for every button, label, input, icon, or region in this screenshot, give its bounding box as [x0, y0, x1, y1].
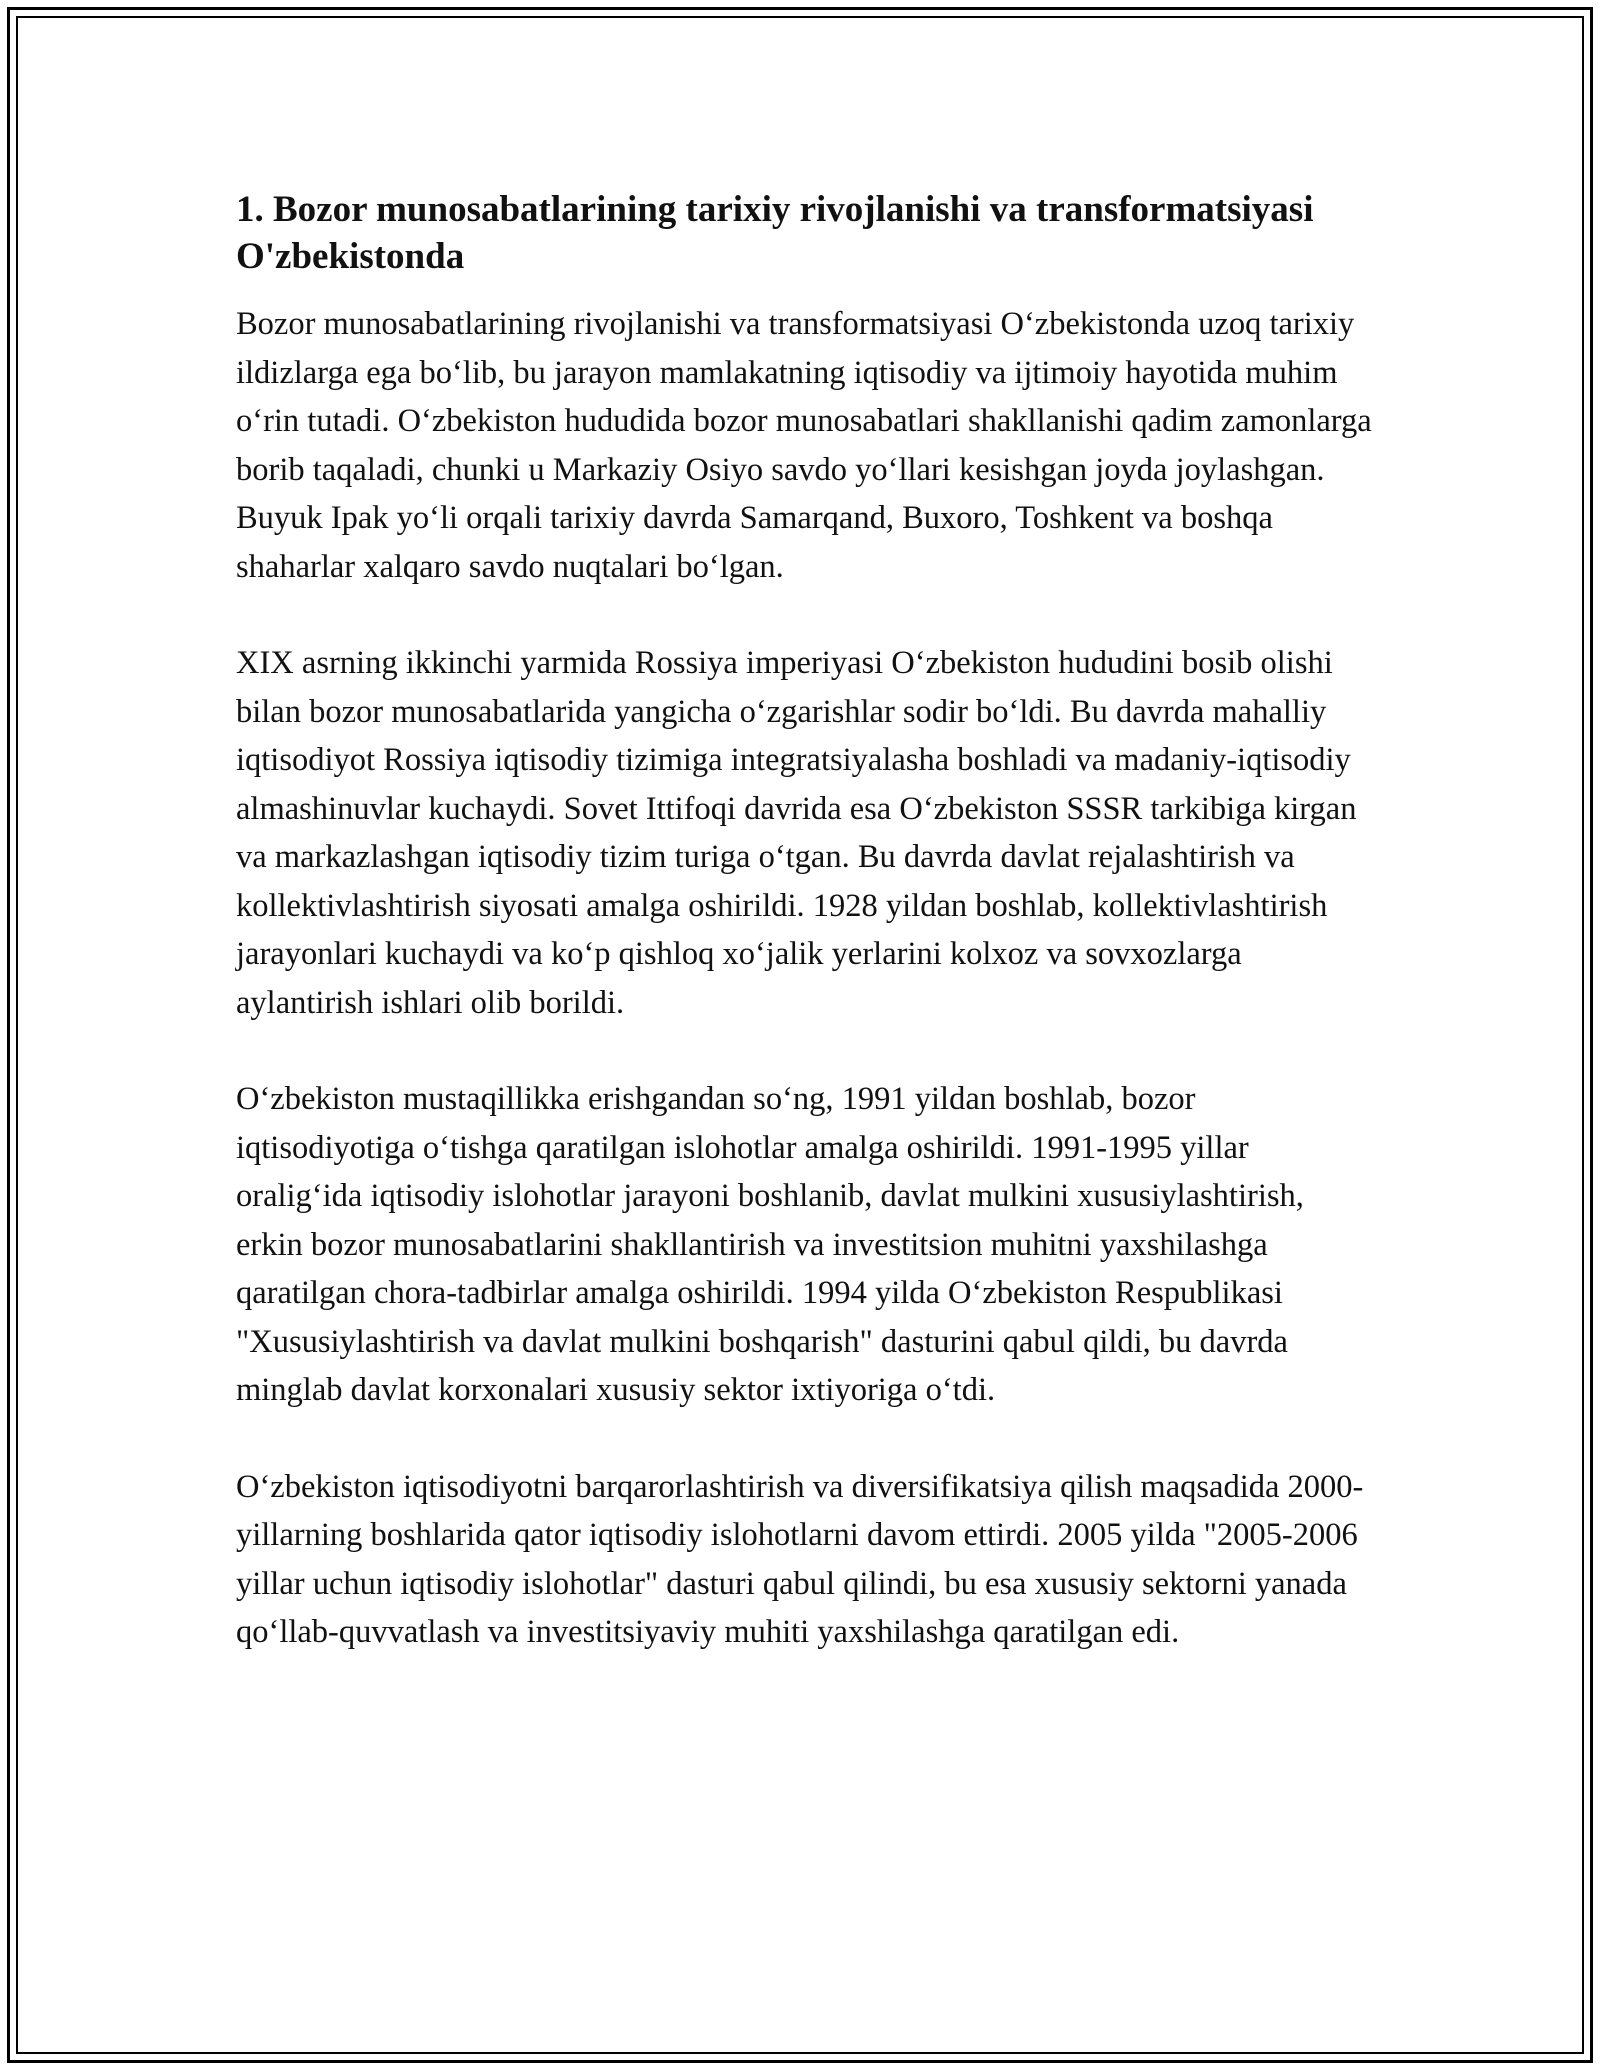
section-heading: 1. Bozor munosabatlarining tarixiy rivojlanishi va transformatsiyasi O'zbekistonda	[236, 189, 1314, 277]
document-body	[236, 186, 1376, 1705]
paragraph-1: Bozor munosabatlarining rivojlanishi va transformatsiyasi O‘zbekistonda uzoq tarixiy ildizlarga ega bo‘lib, bu jarayon mamlakatning iqtisodiy va ijtimoiy hayotida muhim o‘rin tutadi. O‘zbekiston hududida bozor munosabatlari shakllanishi qadim zamonlarga borib taqaladi, chunki u Markaziy Osiyo savdo yo‘llari kesishgan joyda joylashgan. Buyuk Ipak yo‘li orqali tarixiy davrda Samarqand, Buxoro, Toshkent va boshqa shaharlar xalqaro savdo nuqtalari bo‘lgan.	[236, 306, 1372, 585]
paragraph-4: O‘zbekiston iqtisodiyotni barqarorlashtirish va diversifikatsiya qilish maqsadida 2000-yillarning boshlarida qator iqtisodiy islohotlarni davom ettirdi. 2005 yilda "2005-2006 yillar uchun iqtisodiy islohotlar" dasturi qabul qilindi, bu esa xususiy sektorni yanada qo‘llab-quvvatlash va investitsiyaviy muhiti yaxshilashga qaratilgan edi.	[236, 1468, 1364, 1650]
paragraph-3: O‘zbekiston mustaqillikka erishgandan so‘ng, 1991 yildan boshlab, bozor iqtisodiyotiga o‘tishga qaratilgan islohotlar amalga oshirildi. 1991-1995 yillar oralig‘ida iqtisodiy islohotlar jarayoni boshlanib, davlat mulkini xususiylashtirish, erkin bozor munosabatlarini shakllantirish va investitsion muhitni yaxshilashga qaratilgan chora-tadbirlar amalga oshirildi. 1994 yilda O‘zbekiston Respublikasi "Xususiylashtirish va davlat mulkini boshqarish" dasturini qabul qildi, bu davrda minglab davlat korxonalari xususiy sektor ixtiyoriga o‘tdi.	[236, 1081, 1304, 1408]
paragraph-2: XIX asrning ikkinchi yarmida Rossiya imperiyasi O‘zbekiston hududini bosib olishi bilan bozor munosabatlarida yangicha o‘zgarishlar sodir bo‘ldi. Bu davrda mahalliy iqtisodiyot Rossiya iqtisodiy tizimiga integratsiyalasha boshladi va madaniy-iqtisodiy almashinuvlar kuchaydi. Sovet Ittifoqi davrida esa O‘zbekiston SSSR tarkibiga kirgan va markazlashgan iqtisodiy tizim turiga o‘tgan. Bu davrda davlat rejalashtirish va kollektivlashtirish siyosati amalga oshirildi. 1928 yildan boshlab, kollektivlashtirish jarayonlari kuchaydi va ko‘p qishloq xo‘jalik yerlarini kolxoz va sovxozlarga aylantirish ishlari olib borildi.	[236, 645, 1357, 1021]
